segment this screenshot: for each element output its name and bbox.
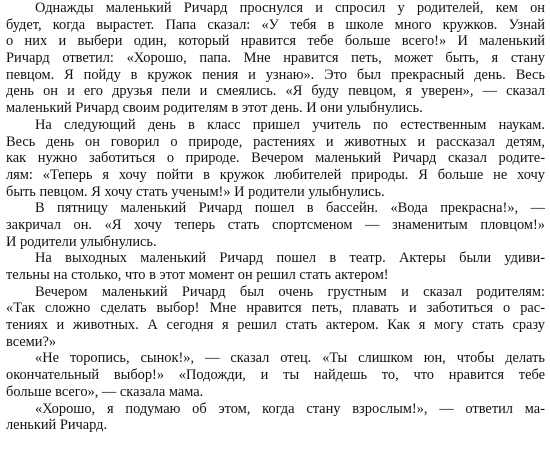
text-line: ленький Ричард. (6, 417, 108, 434)
text-line: «Не торопись, сынок!», — сказал отец. «Ты слишком юн, чтобы делать (35, 350, 545, 367)
paragraph-5 (6, 284, 545, 351)
text-line: больше всего», — сказала мама. (6, 383, 204, 400)
text-line: быть певцом. Я хочу стать ученым!» И родители улыбнулись. (6, 183, 385, 200)
text-line: Вечером маленький Ричард был очень грустным и сказал родителям: (35, 283, 545, 300)
text-line: Однажды маленький Ричард проснулся и спросил у родителей, кем он (35, 0, 545, 16)
paragraph-6 (6, 350, 545, 400)
text-line: И родители улыбнулись. (6, 233, 157, 250)
paragraph-7 (6, 401, 545, 434)
paragraph-4 (6, 250, 545, 283)
text-line: На выходных маленький Ричард пошел в театр. Актеры были удиви- (35, 250, 545, 267)
paragraph-3 (6, 200, 545, 250)
text-line: всеми?» (6, 333, 57, 350)
text-line: лям: «Теперь я хочу пойти в кружок любителей природы. Я больше не хочу (6, 166, 545, 183)
text-line: В пятницу маленький Ричард пошел в бассейн. «Вода прекрасна!», — (35, 200, 545, 217)
text-line: маленький Ричард своим родителям в этот день. И они улыбнулись. (6, 100, 423, 117)
text-line: Весь день он говорил о природе, растениях и животных и рассказал детям, (6, 133, 545, 150)
text-line: тениях и животных. А сегодня я решил стать актером. Как я могу стать сразу (6, 317, 545, 334)
text-line: как нужно заботиться о природе. Вечером маленький Ричард сказал родите- (6, 150, 545, 167)
text-line: «Так сложно сделать выбор! Мне нравится петь, плавать и заботиться о рас- (6, 300, 545, 317)
text-line: певцом. Я пойду в кружок пения и узнаю». Это был прекрасный день. Весь (6, 66, 545, 83)
text-line: будет, когда вырастет. Папа сказал: «У тебя в школе много кружков. Узнай (6, 16, 545, 33)
text-line: день он и его друзья пели и смеялись. «Я буду певцом, я уверен», — сказал (6, 83, 545, 100)
paragraph-2 (6, 117, 545, 200)
text-line: Ричард ответил: «Хорошо, папа. Мне нравится петь, может быть, я стану (6, 50, 545, 67)
text-line: На следующий день в класс пришел учитель по естественным наукам. (35, 116, 545, 133)
text-line: тельны на столько, что в этот момент он решил стать актером! (6, 267, 389, 283)
text-line: окончательный выбор!» «Подожди, и ты найдешь то, что нравится тебе (6, 367, 545, 384)
text-line: о них и выбери один, который нравится тебе больше всего!» И маленький (6, 33, 545, 50)
paragraph-1 (6, 0, 545, 117)
text-line: «Хорошо, я подумаю об этом, когда стану взрослым!», — ответил ма- (35, 400, 545, 417)
text-line: закричал он. «Я хочу теперь стать спортсменом — знаменитым пловцом!» (6, 216, 545, 233)
